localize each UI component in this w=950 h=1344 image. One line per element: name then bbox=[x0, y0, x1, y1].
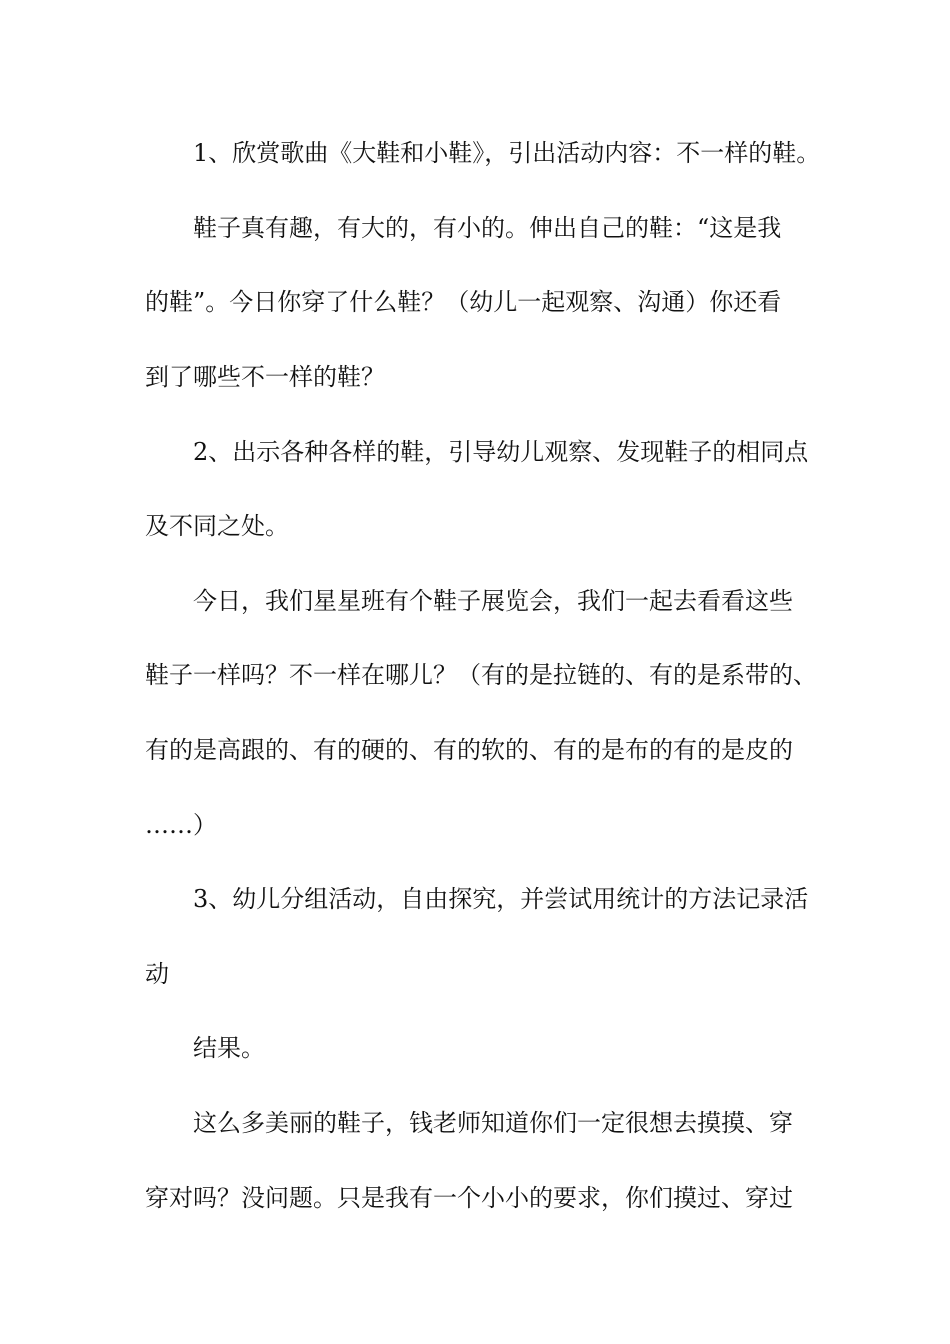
text-line-15: 穿对吗？没问题。只是我有一个小小的要求，你们摸过、穿过 bbox=[145, 1184, 793, 1212]
text-line-1: 1、欣赏歌曲《大鞋和小鞋》，引出活动内容：不一样的鞋。 bbox=[193, 139, 821, 167]
text-line-10: ……） bbox=[145, 811, 217, 839]
text-line-9: 有的是高跟的、有的硬的、有的软的、有的是布的有的是皮的 bbox=[145, 736, 793, 764]
text-line-8: 鞋子一样吗？不一样在哪儿？（有的是拉链的、有的是系带的、 bbox=[145, 661, 817, 689]
text-line-5: 2、出示各种各样的鞋，引导幼儿观察、发现鞋子的相同点 bbox=[193, 438, 809, 466]
text-line-14: 这么多美丽的鞋子，钱老师知道你们一定很想去摸摸、穿 bbox=[193, 1109, 793, 1137]
text-line-2: 鞋子真有趣，有大的，有小的。伸出自己的鞋：“这是我 bbox=[193, 214, 782, 242]
text-line-13: 结果。 bbox=[193, 1034, 265, 1062]
text-line-6: 及不同之处。 bbox=[145, 512, 289, 540]
text-line-3: 的鞋”。今日你穿了什么鞋？（幼儿一起观察、沟通）你还看 bbox=[145, 288, 782, 316]
text-line-12: 动 bbox=[145, 960, 169, 988]
text-line-7: 今日，我们星星班有个鞋子展览会，我们一起去看看这些 bbox=[193, 587, 793, 615]
text-line-11: 3、幼儿分组活动，自由探究，并尝试用统计的方法记录活 bbox=[193, 885, 809, 913]
text-line-4: 到了哪些不一样的鞋？ bbox=[145, 363, 385, 391]
